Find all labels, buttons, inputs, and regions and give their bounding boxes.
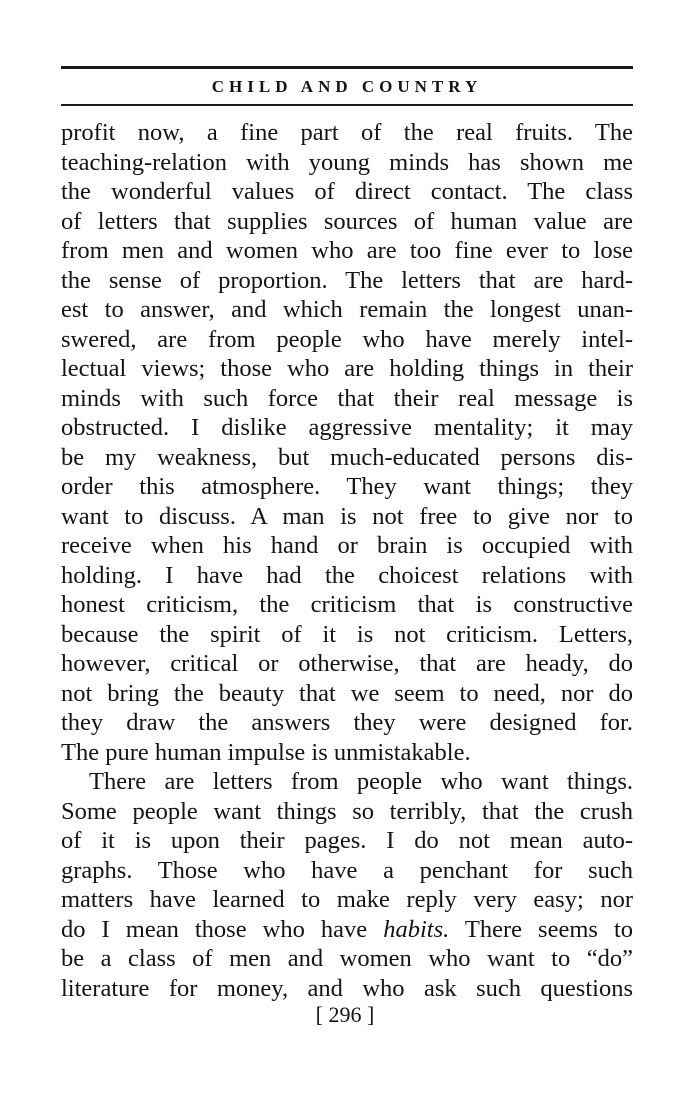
text-line: est to answer, and which remain the longest unan-: [61, 296, 633, 323]
running-head: CHILD AND COUNTRY: [211, 77, 483, 96]
text-line: matters have learned to make reply very easy; nor: [61, 886, 633, 913]
text-line: however, critical or otherwise, that are heady, do: [61, 650, 633, 677]
text-line: the sense of proportion. The letters that are hard-: [61, 266, 633, 294]
text-line: receive when his hand or brain is occupied with: [61, 532, 633, 559]
text-line: from men and women who are too fine ever to lose: [61, 237, 633, 264]
text-line: be a class of men and women who want to “do”: [61, 945, 633, 972]
text-line: honest criticism, the criticism that is constructive: [61, 591, 633, 618]
paragraph-last-line: The pure human impulse is unmistakable.: [61, 738, 471, 766]
text-line: holding. I have had the choicest relations with: [61, 561, 633, 589]
text-line: swered, are from people who have merely intel-: [61, 325, 633, 353]
text-line: of it is upon their pages. I do not mean auto-: [61, 827, 633, 854]
page-number: [ 296 ]: [315, 1002, 375, 1027]
text-line: Some people want things so terribly, that the crush: [61, 797, 633, 825]
text-line: not bring the beauty that we seem to need, nor do: [61, 679, 633, 707]
text-line: because the spirit of it is not criticism. Letters,: [61, 620, 633, 648]
header-rule-top: [61, 66, 633, 69]
text-line: minds with such force that their real message is: [61, 384, 633, 412]
text-line: graphs. Those who have a penchant for such: [61, 856, 633, 884]
italic-word: habits.: [383, 915, 450, 943]
body-text: [61, 118, 633, 1003]
text-line: want to discuss. A man is not free to give nor to: [61, 502, 633, 530]
text-line-with-italic: [61, 915, 633, 945]
text-line: they draw the answers they were designed for.: [61, 709, 633, 736]
text-line: of letters that supplies sources of human value are: [61, 207, 633, 235]
text-line: obstructed. I dislike aggressive mentality; it may: [61, 414, 633, 441]
text-segment: do I mean those who have: [61, 915, 368, 943]
header-rule-bottom: [61, 104, 633, 106]
text-line: lectual views; those who are holding things in their: [61, 355, 633, 382]
text-line: order this atmosphere. They want things; they: [61, 473, 633, 500]
text-line: teaching-relation with young minds has shown me: [61, 148, 633, 176]
paragraph-first-line: There are letters from people who want things.: [89, 768, 633, 795]
text-line: the wonderful values of direct contact. The class: [61, 178, 633, 205]
text-line: be my weakness, but much-educated persons dis-: [61, 443, 633, 471]
text-line: literature for money, and who ask such questions: [61, 974, 633, 1002]
text-line: profit now, a fine part of the real fruits. The: [61, 119, 633, 146]
text-segment: There seems to: [464, 915, 634, 943]
